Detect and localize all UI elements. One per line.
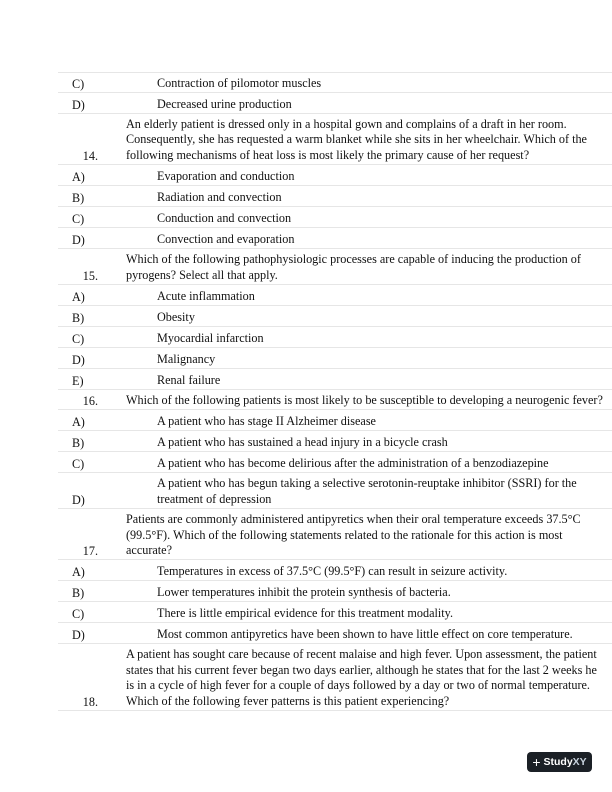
text-line: An elderly patient is dressed only in a hospital gown and complains of a draft in her room. (126, 116, 567, 131)
question-number: 18. (82, 694, 98, 709)
question-row (58, 509, 612, 560)
question-number: 17. (82, 544, 98, 559)
answer-option-row (58, 473, 612, 509)
option-letter: B) (72, 191, 85, 206)
question-row (58, 390, 612, 410)
answer-option-row (58, 602, 612, 623)
text-line: Which of the following patients is most likely to be susceptible to developing a neurogenic fever? (126, 392, 603, 407)
option-letter: C) (72, 607, 85, 622)
option-letter: A) (72, 415, 85, 430)
question-text (126, 252, 612, 284)
option-letter: A) (72, 289, 85, 304)
option-text: Conduction and convection (157, 210, 292, 225)
text-line: Which of the following fever patterns is this patient experiencing? (126, 693, 450, 708)
question-number: 14. (82, 149, 98, 164)
option-text: A patient who has become delirious after the administration of a benzodiazepine (157, 455, 549, 470)
answer-option-row (58, 165, 612, 186)
text-line: is in a cycle of high fever for a couple of days followed by a day or two of normal temperature. (126, 678, 590, 693)
text-line: Which of the following pathophysiologic processes are capable of inducing the production of (126, 252, 581, 267)
option-letter: C) (72, 457, 85, 472)
answer-option-row (58, 581, 612, 602)
text-line: A patient who has begun taking a selective serotonin-reuptake inhibitor (SSRI) for the (157, 476, 577, 491)
option-letter: D) (72, 98, 85, 112)
option-text: Convection and evaporation (157, 231, 295, 246)
answer-option-row (58, 207, 612, 228)
question-number: 16. (82, 394, 98, 409)
option-text: Renal failure (157, 372, 221, 387)
text-line: (99.5°F). Which of the following statements related to the rationale for this action is most (126, 527, 563, 542)
text-line: accurate? (126, 542, 172, 557)
option-letter: D) (72, 628, 85, 643)
answer-option-row (58, 348, 612, 369)
option-letter: D) (72, 233, 85, 248)
option-text: There is little empirical evidence for this treatment modality. (157, 605, 454, 620)
question-row (58, 114, 612, 165)
text-line: states that his current fever began two days earlier, although he states that for the last 2 weeks he (126, 662, 597, 677)
answer-option-row (58, 452, 612, 473)
question-table (58, 72, 612, 711)
option-text: Evaporation and conduction (157, 168, 295, 183)
answer-option-row (58, 560, 612, 581)
option-letter: B) (72, 310, 85, 325)
question-row (58, 249, 612, 285)
option-letter: D) (72, 493, 85, 508)
question-number: 15. (82, 268, 98, 283)
option-text: A patient who has stage II Alzheimer disease (157, 413, 376, 428)
answer-option-row (58, 306, 612, 327)
watermark-brand-accent: XY (572, 756, 587, 768)
answer-option-row (58, 369, 612, 390)
option-letter: B) (72, 436, 85, 451)
text-line: A patient has sought care because of recent malaise and high fever. Upon assessment, the patient (126, 647, 597, 662)
answer-option-row (58, 623, 612, 644)
answer-option-row (58, 327, 612, 348)
text-line: treatment of depression (157, 491, 272, 506)
answer-option-row (58, 72, 612, 93)
question-row (58, 644, 612, 711)
option-text: Radiation and convection (157, 189, 282, 204)
option-letter: A) (72, 565, 85, 580)
text-line: Patients are commonly administered antipyretics when their oral temperature exceeds 37.5°C (126, 512, 581, 527)
answer-option-row (58, 285, 612, 306)
text-line: pyrogens? Select all that apply. (126, 267, 278, 282)
option-letter: C) (72, 212, 85, 227)
option-letter: B) (72, 586, 85, 601)
plus-icon: + (532, 754, 541, 770)
option-letter: E) (72, 373, 84, 388)
question-text (126, 393, 612, 409)
option-text: Contraction of pilomotor muscles (157, 75, 322, 90)
answer-option-row (58, 431, 612, 452)
option-letter: D) (72, 352, 85, 367)
question-text (126, 647, 612, 710)
text-line: following mechanisms of heat loss is most likely the primary cause of her request? (126, 147, 530, 162)
option-text: Temperatures in excess of 37.5°C (99.5°F) can result in seizure activity. (157, 563, 508, 578)
option-text (126, 476, 612, 508)
studyxy-watermark (527, 752, 592, 772)
option-text: Most common antipyretics have been shown to have little effect on core temperature. (157, 626, 573, 641)
option-text: Lower temperatures inhibit the protein synthesis of bacteria. (157, 584, 451, 599)
answer-option-row (58, 410, 612, 431)
answer-option-row (58, 93, 612, 114)
option-text: A patient who has sustained a head injury in a bicycle crash (157, 434, 448, 449)
question-text (126, 512, 612, 559)
watermark-brand-main: Study (543, 756, 573, 768)
option-letter: C) (72, 331, 85, 346)
option-letter: A) (72, 170, 85, 185)
answer-option-row (58, 186, 612, 207)
option-text: Myocardial infarction (157, 330, 264, 345)
option-text: Malignancy (157, 351, 216, 366)
text-line: Consequently, she has requested a warm blanket while she sits in her wheelchair. Which of the (126, 132, 587, 147)
question-text (126, 117, 612, 164)
option-text: Acute inflammation (157, 288, 255, 303)
option-text: Obesity (157, 309, 195, 324)
option-letter: C) (72, 77, 85, 91)
answer-option-row (58, 228, 612, 249)
option-text: Decreased urine production (157, 96, 292, 111)
